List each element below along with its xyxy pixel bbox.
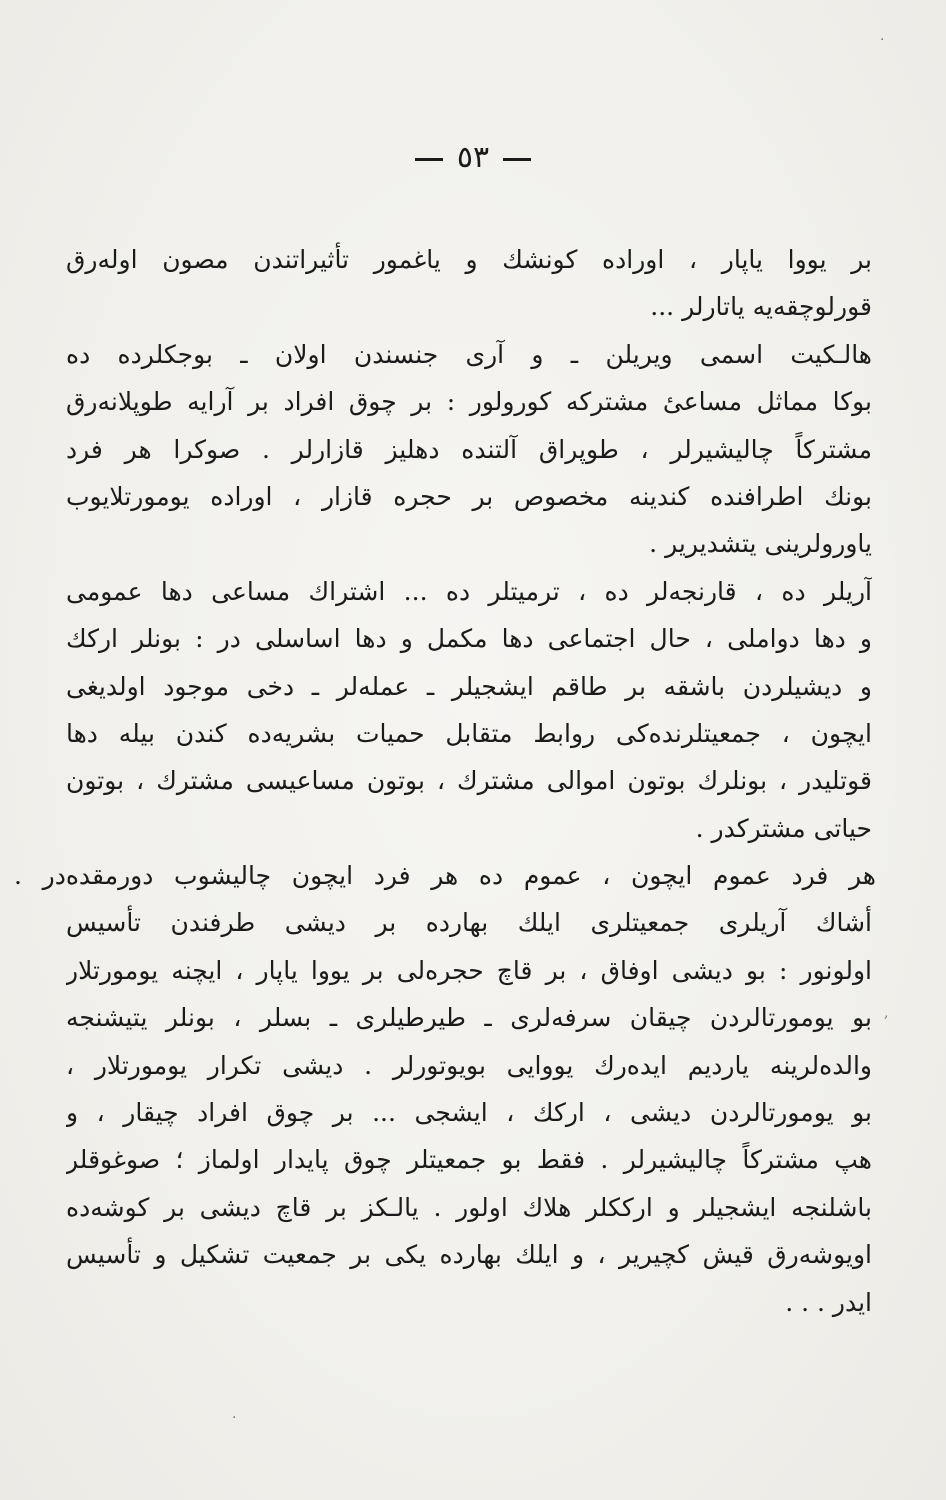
speck: · (880, 32, 885, 48)
text-line: هپ مشترکاً چالیشیرلر . فقط بو جمعیتلر چوق پایدار اولماز ؛ صوغوقلر (66, 1145, 872, 1175)
left-dash (415, 158, 443, 161)
page-number (0, 140, 946, 175)
text-line: ایچون ، جمعیتلرندەکی روابط متقابل حمیات بشریەده کندن بیله دها (66, 718, 872, 748)
text-line: و دها دواملی ، حال اجتماعی دها مکمل و دها اساسلی در : بونلر ارکك (66, 624, 872, 654)
text-line: والدەلرینه یاردیم ایدەرك یووایی بویوتورلر . دیشی تکرار یومورتلار ، (66, 1050, 872, 1080)
text-line: اویوشەرق قیش کچیریر ، و ایلك بهارده یکی بر جمعیت تشکیل و تأسیس (66, 1240, 872, 1270)
text-line: هالـکیت اسمی ویریلن ـ و آری جنسندن اولان ـ بوجکلرده ده (66, 339, 872, 369)
text-line: بونك اطرافنده کندینه مخصوص بر حجره قازار ، اوراده یومورتلایوب (66, 481, 872, 511)
text-line: اولونور : بو دیشی اوفاق ، بر قاچ حجرەلی بر یووا یاپار ، ایچنه یومورتلار (66, 955, 872, 985)
text-line: و دیشیلردن باشقه بر طاقم ایشجیلر ـ عملەلر ـ دخی موجود اولدیغی (66, 671, 872, 701)
text-line: أشاك آریلری جمعیتلری ایلك بهارده بر دیشی طرفندن تأسیس (66, 908, 872, 938)
body-text (14, 236, 876, 1326)
text-line: حیاتی مشترکدر . (695, 813, 872, 843)
text-line: بوکا مماثل مساعیٔ مشترکه کورولور : بر چوق افراد بر آرایه طوپلانەرق (66, 387, 872, 417)
text-line: هر فرد عموم ایچون ، عموم ده هر فرد ایچون چالیشوب دورمقدەدر . (14, 861, 876, 891)
text-line: آریلر ده ، قارنجەلر ده ، ترمیتلر ده ... اشتراك مساعی دها عمومی (66, 576, 872, 606)
text-line: مشترکاً چالیشیرلر ، طوپراق آلتنده دهلیز قازارلر . صوکرا هر فرد (66, 434, 872, 464)
text-line: یاورولرینی یتشدیریر . (649, 529, 872, 559)
right-dash (503, 158, 531, 161)
text-line: قورلوچقەیە یاتارلر ... (650, 292, 872, 322)
text-line: ایدر . . . (785, 1287, 872, 1317)
text-line: باشلنجه ایشجیلر و ارککلر هلاك اولور . یالـکز بر قاچ دیشی بر کوشەده (66, 1192, 872, 1222)
speck: , (884, 1005, 889, 1021)
text-line: قوتلیدر ، بونلرك بوتون اموالی مشترك ، بوتون مساعیسی مشترك ، بوتون (66, 766, 872, 796)
page-number-text: ٥٣ (456, 140, 490, 175)
text-line: بو یومورتالردن دیشی ، ارکك ، ایشجی ... بر چوق افراد چیقار ، و (66, 1098, 872, 1128)
text-line: بر یووا یاپار ، اوراده کونشك و یاغمور تأثیراتندن مصون اولەرق (66, 245, 872, 274)
speck: · (232, 1410, 237, 1426)
text-line: بو یومورتالردن چیقان سرفەلری ـ طیرطیلری ـ بسلر ، بونلر یتیشنجه (66, 1003, 872, 1033)
